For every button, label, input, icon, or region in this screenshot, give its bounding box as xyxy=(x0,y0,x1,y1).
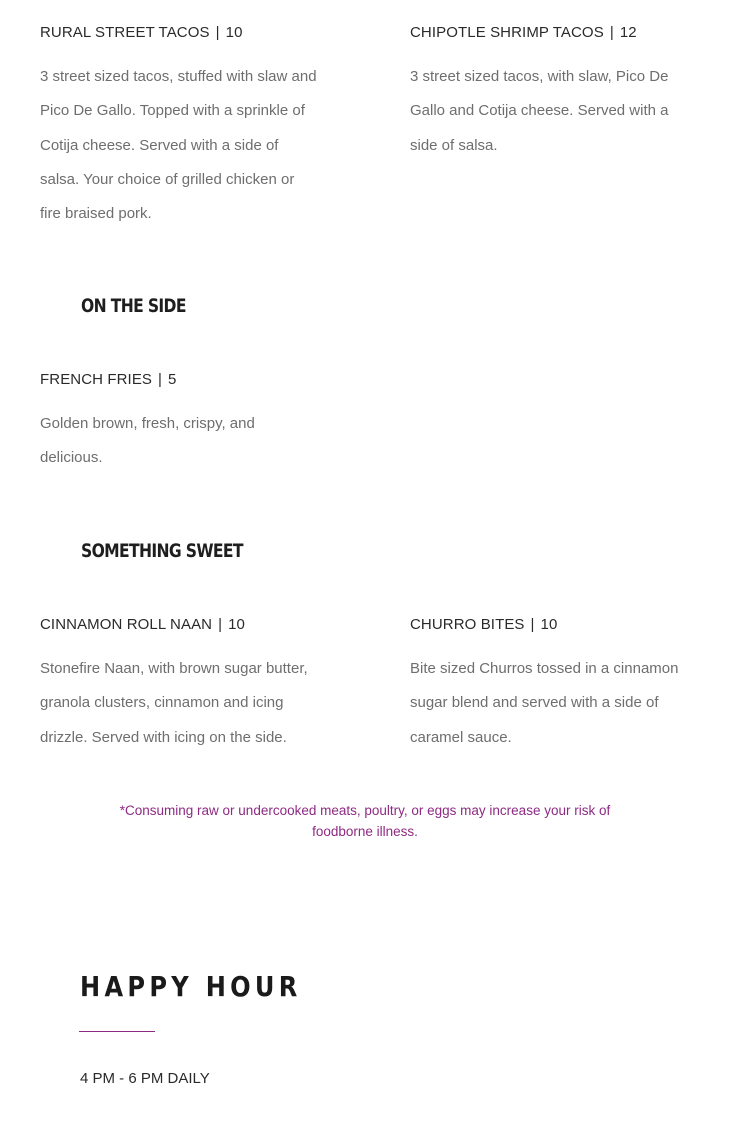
price-separator: | xyxy=(218,616,223,633)
item-price: 10 xyxy=(228,616,245,633)
desc-line: fire braised pork. xyxy=(40,205,152,223)
rural-street-tacos-description xyxy=(40,60,360,231)
price-separator: | xyxy=(609,24,614,41)
item-price: 10 xyxy=(540,616,558,633)
desc-line: sugar blend and served with a side of xyxy=(410,694,659,712)
churro-bites-description xyxy=(410,652,720,755)
item-name: RURAL STREET TACOS xyxy=(40,24,210,41)
desc-line: Cotija cheese. Served with a side of xyxy=(40,136,279,154)
churro-bites-title xyxy=(410,616,557,633)
desc-line: caramel sauce. xyxy=(410,728,512,746)
item-price: 12 xyxy=(619,24,637,41)
desc-line: Stonefire Naan, with brown sugar butter, xyxy=(40,660,308,677)
chipotle-shrimp-tacos-description xyxy=(410,60,710,163)
happy-hour-divider xyxy=(79,1031,155,1032)
cinnamon-roll-naan-description xyxy=(40,652,360,755)
desc-line: 3 street sized tacos, with slaw, Pico De xyxy=(410,68,669,85)
chipotle-shrimp-tacos-title xyxy=(410,24,637,41)
desc-line: Bite sized Churros tossed in a cinnamon xyxy=(410,660,679,677)
price-separator: | xyxy=(530,616,535,633)
desc-line: Golden brown, fresh, crispy, and xyxy=(40,415,255,432)
on-the-side-heading: ON THE SIDE xyxy=(81,295,186,317)
desc-line: drizzle. Served with icing on the side. xyxy=(40,728,287,746)
desc-line: delicious. xyxy=(40,449,103,467)
item-price: 10 xyxy=(225,24,243,41)
notice-line: foodborne illness. xyxy=(312,824,418,839)
something-sweet-heading: SOMETHING SWEET xyxy=(81,540,243,562)
price-separator: | xyxy=(215,24,220,41)
happy-hour-title: HAPPY HOUR xyxy=(80,970,302,1003)
desc-line: 3 street sized tacos, stuffed with slaw and xyxy=(40,68,317,85)
item-name: FRENCH FRIES xyxy=(40,371,153,388)
desc-line: salsa. Your choice of grilled chicken or xyxy=(40,170,295,188)
food-safety-notice xyxy=(90,800,640,842)
rural-street-tacos-title xyxy=(40,24,243,41)
desc-line: granola clusters, cinnamon and icing xyxy=(40,694,284,712)
desc-line: Pico De Gallo. Topped with a sprinkle of xyxy=(40,102,305,120)
french-fries-description xyxy=(40,407,340,476)
desc-line: Gallo and Cotija cheese. Served with a xyxy=(410,102,669,120)
price-separator: | xyxy=(158,371,163,388)
item-name: CINNAMON ROLL NAAN xyxy=(40,616,213,633)
cinnamon-roll-naan-title xyxy=(40,616,245,633)
item-name: CHURRO BITES xyxy=(410,616,525,633)
desc-line: side of salsa. xyxy=(410,136,498,154)
french-fries-title xyxy=(40,371,177,388)
notice-line: *Consuming raw or undercooked meats, poultry, or eggs may increase your risk of xyxy=(119,803,611,818)
item-price: 5 xyxy=(168,371,177,388)
happy-hour-hours: 4 PM - 6 PM DAILY xyxy=(80,1070,210,1087)
item-name: CHIPOTLE SHRIMP TACOS xyxy=(410,24,604,41)
